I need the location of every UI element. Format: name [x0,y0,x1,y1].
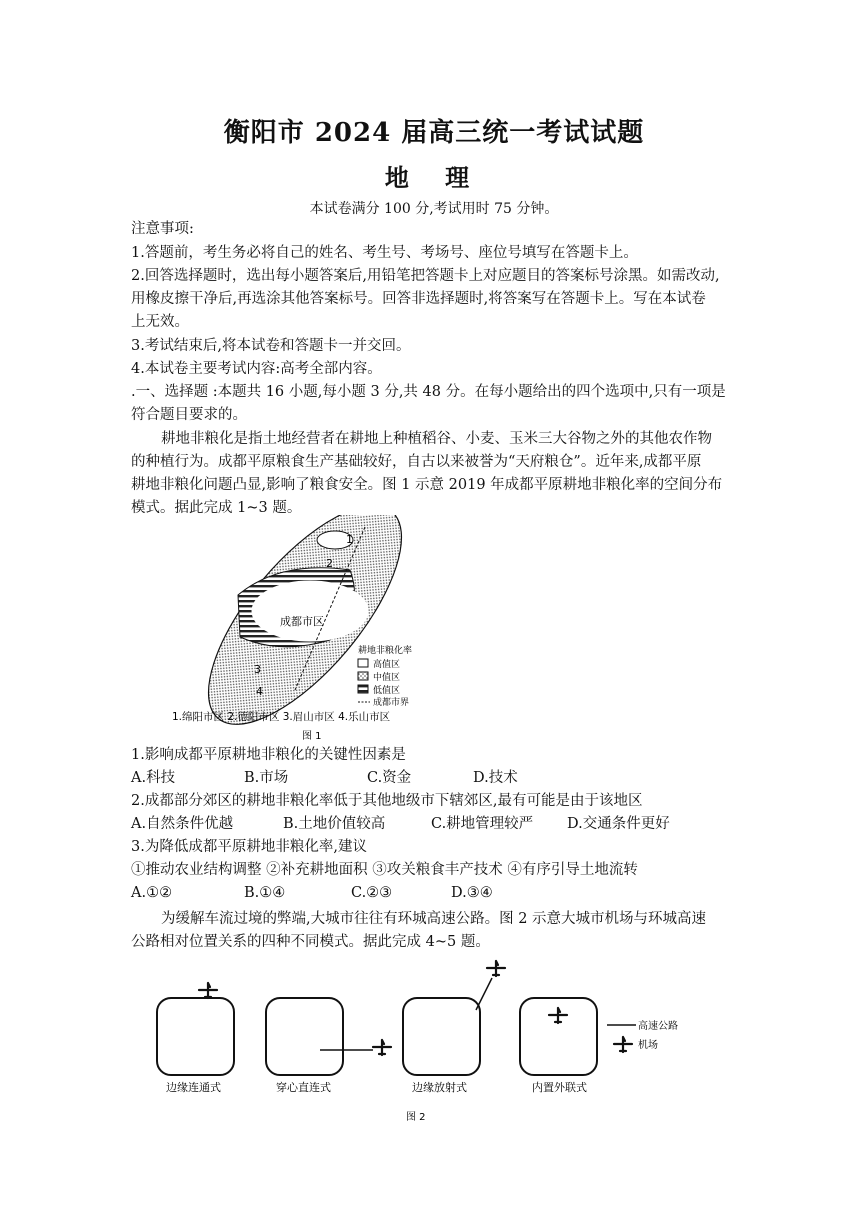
airport-icon [373,1040,391,1055]
question-2-stem: 2.成都部分郊区的耕地非粮化率低于其他地级市下辖郊区,最有可能是由于该地区 [131,793,643,809]
exam-title: 衡阳市 2024 届高三统一考试试题 [223,118,645,148]
legend-swatch-high [358,659,368,667]
legend-swatch-mid [358,672,368,680]
region-number-3: 3 [254,663,261,676]
legend-label-low: 低值区 [373,686,401,696]
instruction-item: 4.本试卷主要考试内容:高考全部内容。 [131,361,382,377]
exam-note: 本试卷满分 100 分,考试用时 75 分钟。 [309,201,559,217]
highway-link [476,978,492,1010]
figure-1-label: 图 1 [302,731,322,742]
question-2-options [131,813,741,835]
option-d: D.交通条件更好 [567,816,670,832]
instruction-item: 用橡皮擦干净后,再选涂其他答案标号。回答非选择题时,将答案写在答题卡上。写在本试卷 [131,291,706,307]
instruction-item: 1.答题前，考生务必将自己的姓名、考生号、考场号、座位号填写在答题卡上。 [131,245,638,261]
section-heading: .一、选择题 :本题共 16 小题,每小题 3 分,共 48 分。在每小题给出的四个选项中,只有一项是 [131,384,726,400]
legend-label-highway: 高速公路 [638,1021,678,1032]
question-3-stem: 3.为降低成都平原耕地非粮化率,建议 [131,839,367,855]
airport-icon [199,983,217,998]
question-3-statements: ①推动农业结构调整 ②补充耕地面积 ③攻关粮食丰产技术 ④有序引导土地流转 [131,862,638,878]
passage2-line: 公路相对位置关系的四种不同模式。据此完成 4~5 题。 [131,934,490,950]
ring-road-mode-3 [403,998,480,1075]
question-1-stem: 1.影响成都平原耕地非粮化的关键性因素是 [131,747,406,763]
figure-2-diagram [120,950,710,1125]
passage2-line: 为缓解车流过境的弊端,大城市往往有环城高速公路。图 2 示意大城市机场与环城高速 [161,911,707,927]
question-3-options [131,882,741,904]
option-d: D.技术 [473,770,518,786]
instruction-item: 2.回答选择题时，选出每小题答案后,用铅笔把答题卡上对应题目的答案标号涂黑。如需改动, [131,268,720,284]
option-a: A.科技 [131,770,176,786]
ring-road-mode-2 [266,998,343,1075]
option-d: D.③④ [451,885,493,901]
region-number-1: 1 [346,533,353,546]
mode-label-1: 边缘连通式 [166,1081,221,1094]
option-b: B.①④ [244,885,286,901]
figure-1-map [160,515,460,745]
instructions-heading: 注意事项: [131,221,194,237]
option-c: C.②③ [351,885,393,901]
option-c: C.耕地管理较严 [431,816,534,832]
mode-label-3: 边缘放射式 [412,1081,467,1094]
mode-label-4: 内置外联式 [532,1081,587,1094]
passage-line: 耕地非粮化是指土地经营者在耕地上种植稻谷、小麦、玉米三大谷物之外的其他农作物 [161,431,712,447]
section-heading-cont: 符合题目要求的。 [131,407,247,423]
central-city-zone [252,581,368,641]
legend-label-mid: 中值区 [373,673,401,683]
option-b: B.土地价值较高 [283,816,386,832]
legend-title: 耕地非粮化率 [358,646,413,656]
center-label: 成都市区 [280,615,324,628]
legend-swatch-low [358,685,368,693]
mode-label-2: 穿心直连式 [276,1081,331,1094]
legend-label-boundary: 成都市界 [373,698,410,708]
airport-icon [487,961,505,976]
airport-icon [549,1008,567,1023]
subject-title: 地 理 [384,163,484,192]
ring-road-mode-1 [157,998,234,1075]
option-a: A.自然条件优越 [131,816,234,832]
instruction-item: 3.考试结束后,将本试卷和答题卡一并交回。 [131,338,411,354]
passage-line: 耕地非粮化问题凸显,影响了粮食安全。图 1 示意 2019 年成都平原耕地非粮化率的空间分布 [131,477,723,493]
option-c: C.资金 [367,770,412,786]
passage-line: 的种植行为。成都平原粮食生产基础较好，自古以来被誉为“天府粮仓”。近年来,成都平原 [131,454,702,470]
option-a: A.①② [131,885,173,901]
question-1-options [131,767,741,789]
figure-1-caption: 1.绵阳市区 2.德阳市区 3.眉山市区 4.乐山市区 [172,711,391,723]
legend-label-high: 高值区 [373,660,401,670]
passage-line: 模式。据此完成 1~3 题。 [131,500,302,516]
legend-label-airport: 机场 [638,1040,658,1051]
region-number-2: 2 [326,557,333,570]
legend-airport-icon [614,1037,632,1052]
option-b: B.市场 [244,770,289,786]
figure-2-label: 图 2 [406,1112,426,1123]
instruction-item: 上无效。 [131,314,189,330]
region-number-4: 4 [256,685,263,698]
